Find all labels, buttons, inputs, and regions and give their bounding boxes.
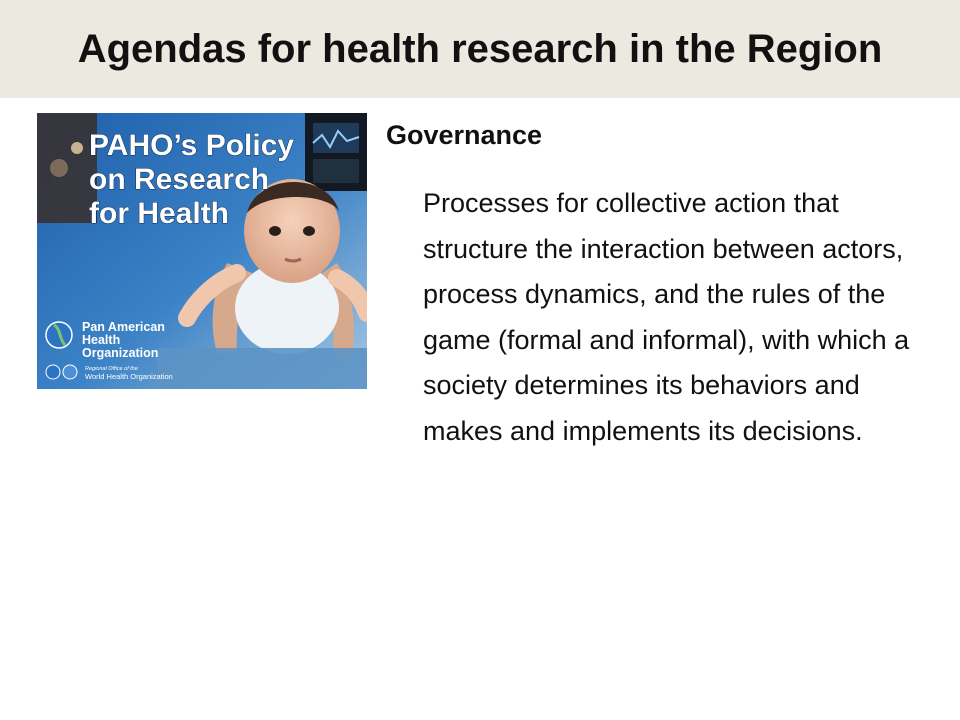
cover-org-line-1: Pan American xyxy=(82,320,165,334)
cover-org-line-2: Health xyxy=(82,333,121,347)
cover-org-line-3: Organization xyxy=(82,346,159,360)
cover-headline-line-3: for Health xyxy=(89,197,230,230)
paho-cover-image xyxy=(37,113,367,389)
cover-sub-line-1: Regional Office of the xyxy=(85,366,138,372)
section-heading: Governance xyxy=(386,120,543,150)
definition-text: Processes for collective action that structure the interaction between actors, process dynamics, and the rules of the game (formal and informal), with which a society determines its behaviors and makes and implements its decisions. xyxy=(423,188,910,446)
title-bar xyxy=(0,0,960,98)
cover-sub-line-2: World Health Organization xyxy=(85,372,173,381)
slide-title: Agendas for health research in the Region xyxy=(77,27,883,71)
cover-headline-line-1: PAHO’s Policy xyxy=(89,129,295,162)
cover-headline-line-2: on Research xyxy=(89,163,270,196)
